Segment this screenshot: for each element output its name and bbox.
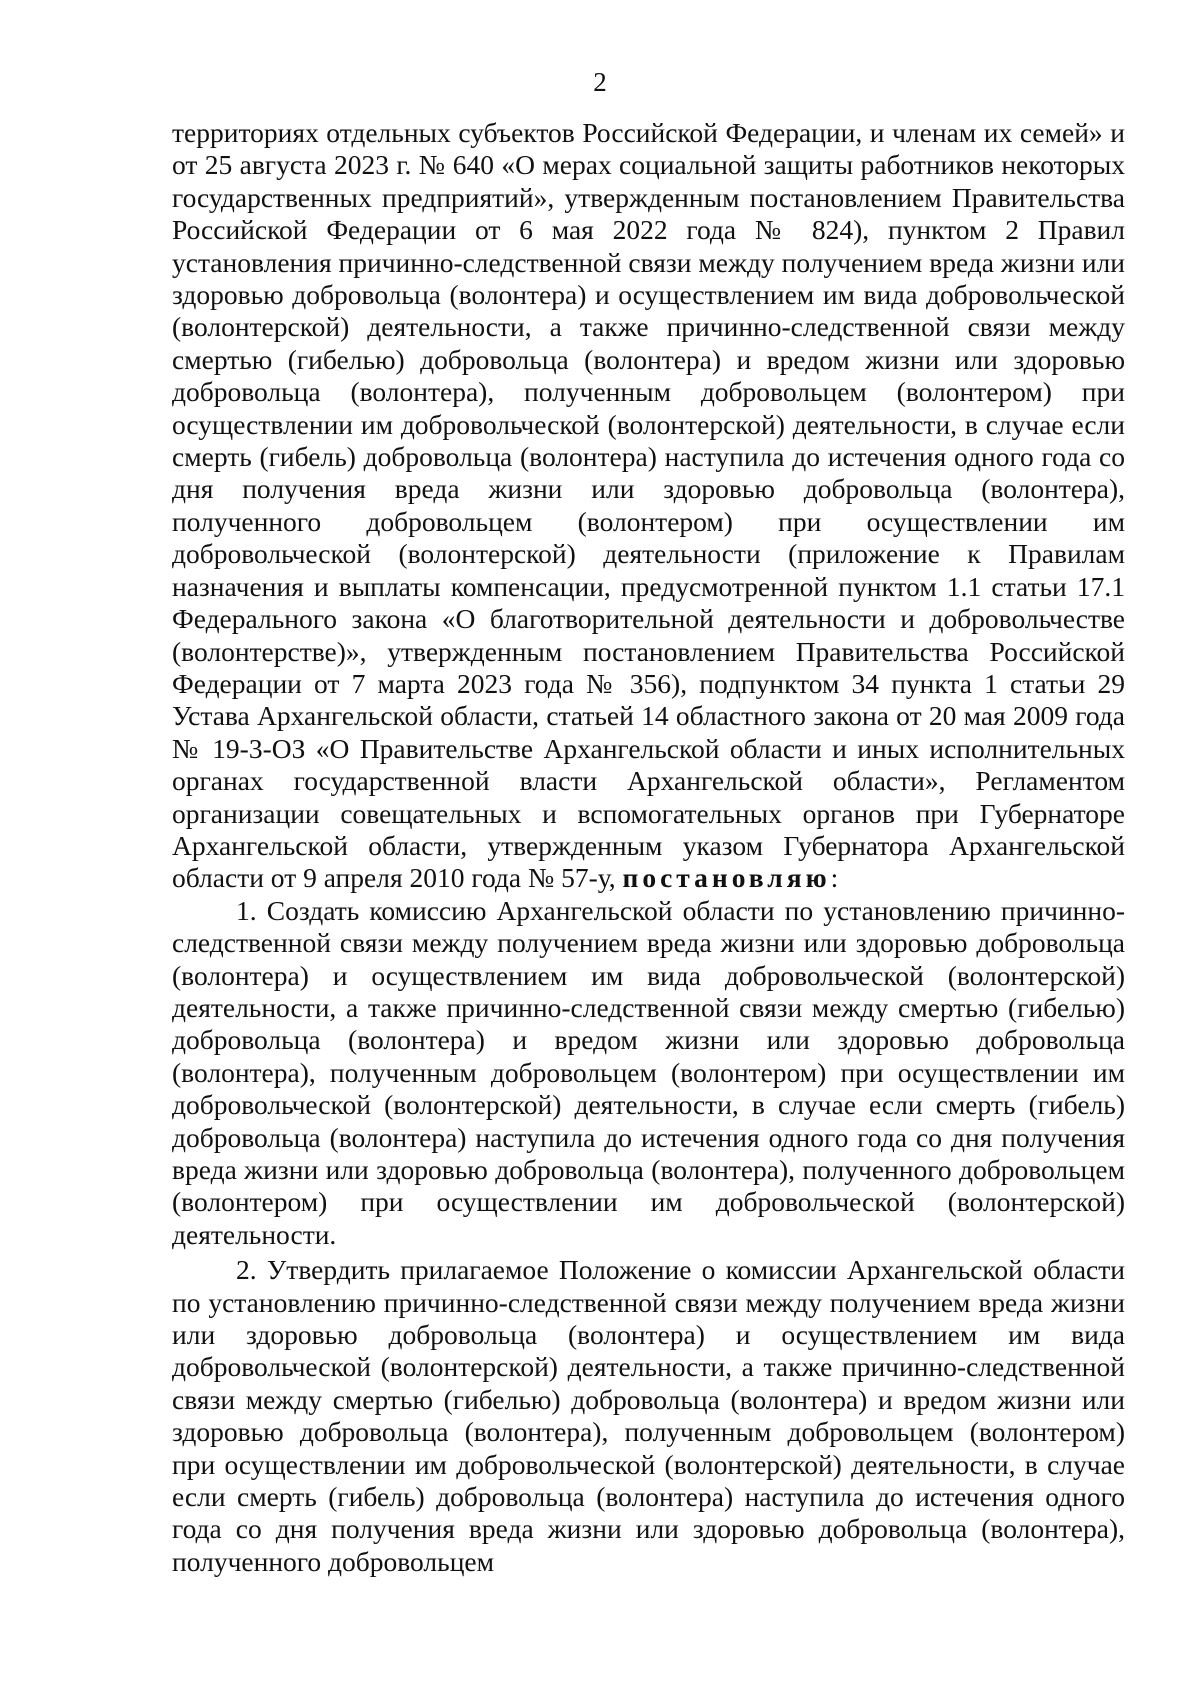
paragraph-item-2: 2. Утвердить прилагаемое Положение о комиссии Архангельской области по установлению причинно-следственной связи между получением вреда жизни или здоровью добровольца (волонтера) и осуществлением им вида добровольческой (волонтерской) деятельности, а также причинно-следственной связи между смертью (гибелью) добровольца (волонтера) и вредом жизни или здоровью добровольца (волонтера), полученным добровольцем (волонтером) при осуществлении им добровольческой (волонтерской) деятельности, в случае если смерть (гибель) добровольца (волонтера) наступила до истечения одного года со дня получения вреда жизни или здоровью добровольца (волонтера), полученного добровольцем	[172, 1254, 1125, 1577]
preamble-text: территориях отдельных субъектов Российской Федерации, и членам их семей» и от 25 августа 2023 г. № 640 «О мерах социальной защиты работников некоторых государственных предприятий», утвержденным постановлением Правительства Российской Федерации от 6 мая 2022 года № 824), пунктом 2 Правил установления причинно-следственной связи между получением вреда жизни или здоровью добровольца (волонтера) и осуществлением им вида добровольческой (волонтерской) деятельности, а также причинно-следственной связи между смертью (гибелью) добровольца (волонтера) и вредом жизни или здоровью добровольца (волонтера), полученным добровольцем (волонтером) при осуществлении им добровольческой (волонтерской) деятельности, в случае если смерть (гибель) добровольца (волонтера) наступила до истечения одного года со дня получения вреда жизни или здоровью добровольца (волонтера), полученного добровольцем (волонтером) при осуществлении им добровольческой (волонтерской) деятельности (приложение к Правилам назначения и выплаты компенсации, предусмотренной пунктом 1.1 статьи 17.1 Федерального закона «О благотворительной деятельности и добровольчестве (волонтерстве)», утвержденным постановлением Правительства Российской Федерации от 7 марта 2023 года № 356), подпунктом 34 пункта 1 статьи 29 Устава Архангельской области, статьей 14 областного закона от 20 мая 2009 года № 19-3-ОЗ «О Правительстве Архангельской области и иных исполнительных органах государственной власти Архангельской области», Регламентом организации совещательных и вспомогательных органов при Губернаторе Архангельской области, утвержденным указом Губернатора Архангельской области от 9 апреля 2010 года № 57-у,	[172, 117, 1125, 894]
paragraph-item-1: 1. Создать комиссию Архангельской области по установлению причинно-следственной связи между получением вреда жизни или здоровью добровольца (волонтера) и осуществлением им вида добровольческой (волонтерской) деятельности, а также причинно-следственной связи между смертью (гибелью) добровольца (волонтера) и вредом жизни или здоровью добровольца (волонтера), полученным добровольцем (волонтером) при осуществлении им добровольческой (волонтерской) деятельности, в случае если смерть (гибель) добровольца (волонтера) наступила до истечения одного года со дня получения вреда жизни или здоровью добровольца (волонтера), полученного добровольцем (волонтером) при осуществлении им добровольческой (волонтерской) деятельности.	[172, 894, 1125, 1250]
document-body	[172, 117, 1125, 1578]
preamble-colon: :	[830, 862, 839, 894]
page-number: 2	[593, 67, 607, 97]
decree-keyword: постановляю	[622, 862, 831, 894]
paragraph-preamble-continuation	[172, 117, 1125, 895]
